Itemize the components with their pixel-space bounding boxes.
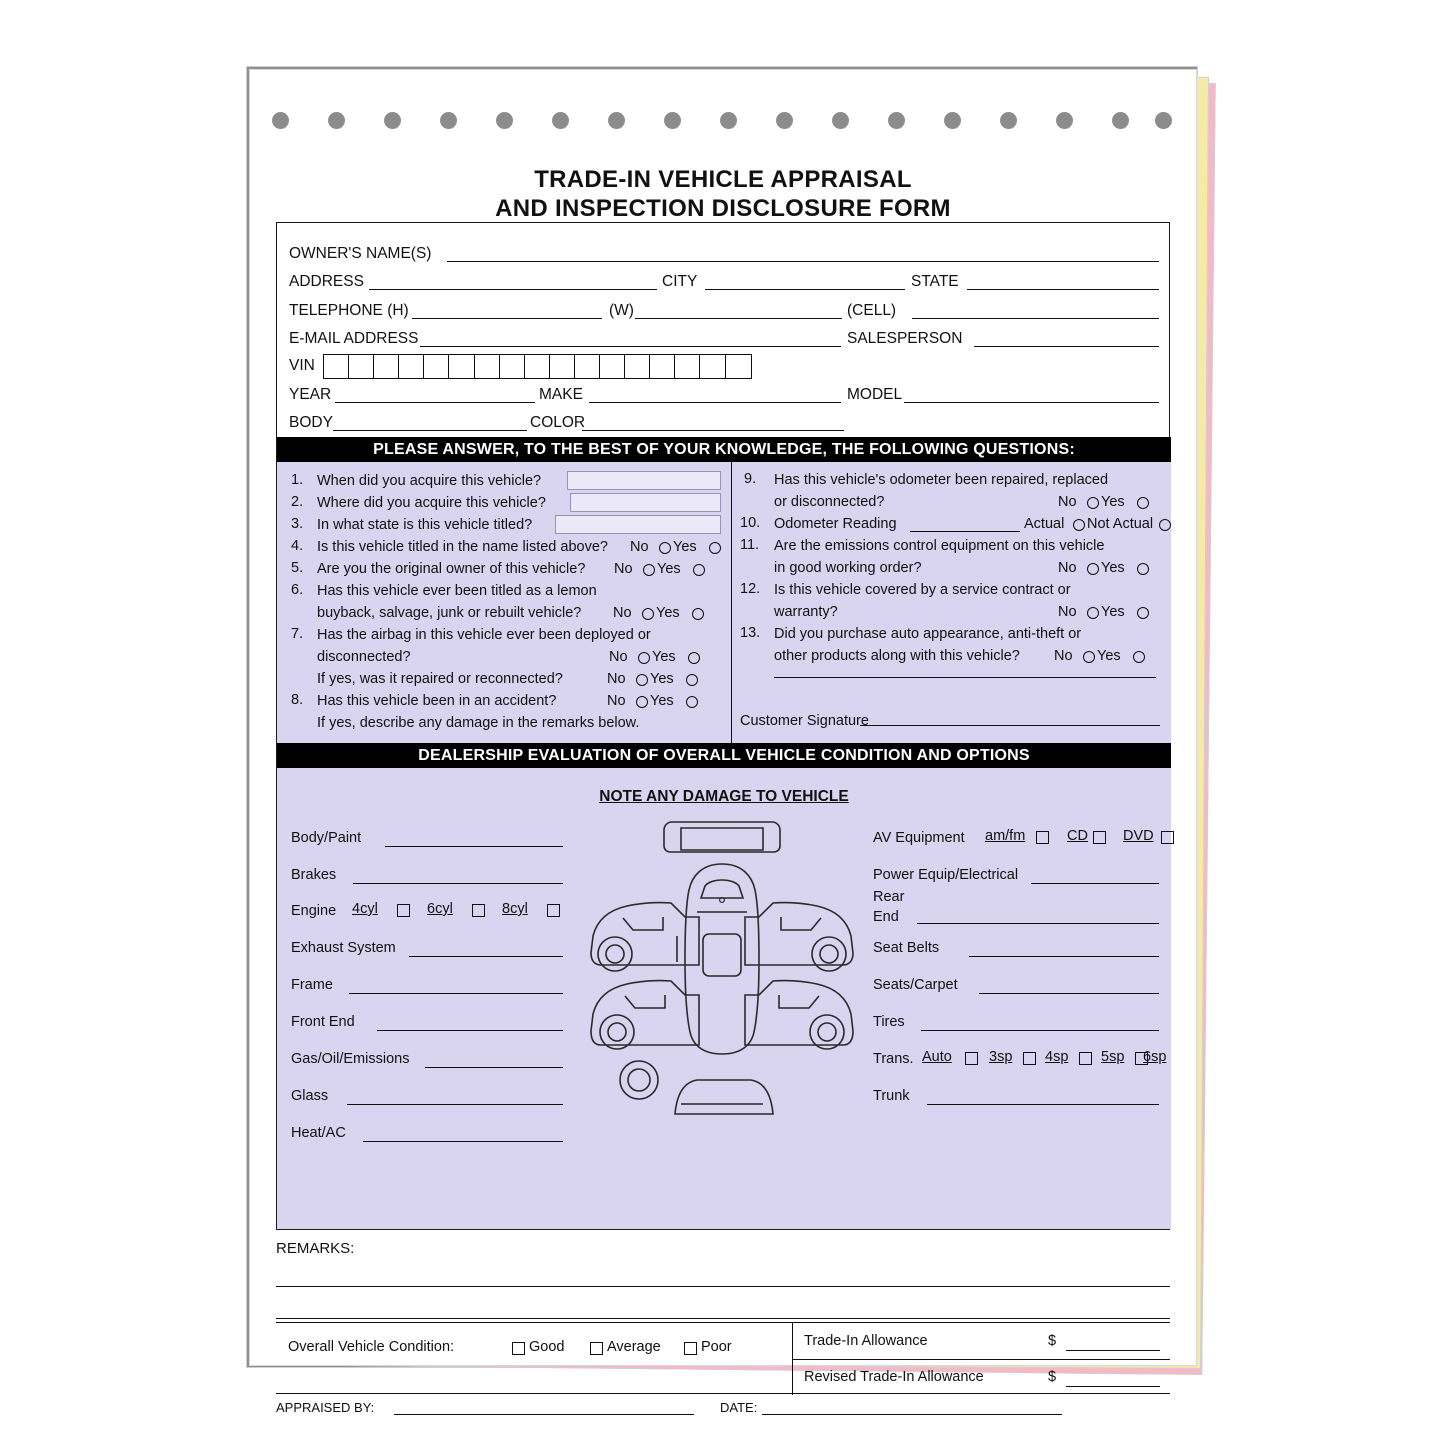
question-text: Is this vehicle titled in the name listed above?: [317, 539, 608, 555]
vin-cell[interactable]: [475, 355, 500, 378]
item-trans-label: Trans.: [873, 1051, 914, 1067]
state-input[interactable]: [967, 289, 1159, 290]
revised-currency: $: [1048, 1369, 1057, 1385]
city-label: CITY: [662, 273, 698, 290]
punch-hole: [720, 112, 737, 129]
answer-yes-label: Yes: [1101, 604, 1125, 620]
item-body-paint-label: Body/Paint: [291, 830, 362, 846]
item-tires-label: Tires: [873, 1014, 905, 1030]
radio-yes[interactable]: [692, 608, 704, 620]
address-input[interactable]: [369, 289, 657, 290]
answer-yes-label: Yes: [650, 671, 674, 687]
radio-no[interactable]: [636, 674, 648, 686]
date-label: DATE:: [720, 1400, 758, 1415]
question-text: Where did you acquire this vehicle?: [317, 495, 546, 511]
trans-5sp-label: 5sp: [1101, 1049, 1125, 1065]
radio-no[interactable]: [636, 696, 648, 708]
model-label: MODEL: [847, 386, 903, 403]
radio-yes[interactable]: [1137, 497, 1149, 509]
make-input[interactable]: [589, 402, 841, 403]
vin-cell[interactable]: [424, 355, 449, 378]
question-number: 12.: [740, 581, 761, 597]
radio-yes[interactable]: [693, 564, 705, 576]
vehicle-diagram: [577, 808, 867, 1128]
question-number: 1.: [291, 472, 304, 488]
condition-average-checkbox[interactable]: [590, 1342, 603, 1355]
question-number: 8.: [291, 692, 304, 708]
vin-cell[interactable]: [550, 355, 575, 378]
engine-8cyl-label: 8cyl: [502, 901, 528, 917]
answer-yes-label: Yes: [1101, 494, 1125, 510]
question-text: Are you the original owner of this vehicle?: [317, 561, 586, 577]
engine-8cyl-checkbox[interactable]: [547, 904, 560, 917]
answer-no-label: No: [1054, 648, 1073, 664]
trans-auto-label: Auto: [922, 1049, 952, 1065]
av-dvd-checkbox[interactable]: [1161, 831, 1174, 844]
telephone-cell-label: (CELL): [847, 302, 897, 319]
answer-yes-label: Yes: [1097, 648, 1121, 664]
vin-cell[interactable]: [449, 355, 474, 378]
questions-section: [277, 462, 1171, 743]
answer-yes-label: Yes: [650, 693, 674, 709]
question-text: Did you purchase auto appearance, anti-theft or: [774, 626, 1082, 642]
av-dvd-label: DVD: [1123, 828, 1154, 844]
customer-signature-input[interactable]: [860, 725, 1160, 726]
punch-hole: [440, 112, 457, 129]
email-input[interactable]: [420, 346, 841, 347]
telephone-cell-input[interactable]: [912, 318, 1159, 319]
item-heat-ac-label: Heat/AC: [291, 1125, 346, 1141]
questions-right-column: [732, 462, 1171, 743]
item-seats-carpet-label: Seats/Carpet: [873, 977, 958, 993]
question-text: Has this vehicle been in an accident?: [317, 693, 557, 709]
item-av-equipment-label: AV Equipment: [873, 830, 965, 846]
answer-no-label: No: [1058, 604, 1077, 620]
odometer-actual-label: Actual: [1024, 516, 1065, 532]
item-seat-belts-input[interactable]: [969, 956, 1159, 957]
vin-cell[interactable]: [575, 355, 600, 378]
question-text-cont: disconnected?: [317, 649, 411, 665]
item-frame-label: Frame: [291, 977, 333, 993]
question-number: 11.: [740, 537, 760, 553]
punch-hole: [1112, 112, 1129, 129]
punch-hole: [1000, 112, 1017, 129]
punch-hole: [384, 112, 401, 129]
year-label: YEAR: [289, 386, 332, 403]
body-input[interactable]: [333, 430, 527, 431]
summary-section: [276, 1322, 1170, 1394]
address-label: ADDRESS: [289, 273, 364, 290]
item-body-paint-input[interactable]: [385, 846, 563, 847]
telephone-work-label: (W): [609, 302, 634, 319]
question-text-cont: buyback, salvage, junk or rebuilt vehicle?: [317, 605, 582, 621]
radio-yes[interactable]: [709, 542, 721, 554]
condition-poor-checkbox[interactable]: [684, 1342, 697, 1355]
acquire-date-input[interactable]: [567, 471, 721, 490]
form-page: [250, 70, 1196, 1415]
radio-yes[interactable]: [686, 696, 698, 708]
vin-cell[interactable]: [374, 355, 399, 378]
trade-in-allowance-label: Trade-In Allowance: [804, 1333, 928, 1349]
questions-left-column: [277, 462, 732, 743]
question-text: In what state is this vehicle titled?: [317, 517, 533, 533]
item-tires-input[interactable]: [921, 1030, 1159, 1031]
punch-hole: [776, 112, 793, 129]
item-exhaust-label: Exhaust System: [291, 940, 396, 956]
trans-3sp-checkbox[interactable]: [1023, 1052, 1036, 1065]
item-brakes-label: Brakes: [291, 867, 337, 883]
body-label: BODY: [289, 414, 333, 431]
punch-hole: [832, 112, 849, 129]
trans-4sp-label: 4sp: [1045, 1049, 1069, 1065]
item-power-equip-label: Power Equip/Electrical: [873, 867, 1019, 883]
trans-4sp-checkbox[interactable]: [1079, 1052, 1092, 1065]
salesperson-label: SALESPERSON: [847, 330, 963, 347]
owner-info-section: [277, 223, 1171, 438]
question-number: 3.: [291, 516, 304, 532]
punch-hole: [944, 112, 961, 129]
vin-cell[interactable]: [726, 355, 751, 378]
remarks-line-2[interactable]: [276, 1318, 1170, 1319]
question-text-cont: or disconnected?: [774, 494, 885, 510]
odometer-not-actual-label: Not Actual: [1087, 516, 1154, 532]
question-number: 9.: [744, 471, 757, 487]
punch-hole: [664, 112, 681, 129]
condition-poor-label: Poor: [701, 1339, 732, 1355]
vin-input[interactable]: [323, 354, 752, 379]
question-text: Odometer Reading: [774, 516, 897, 532]
punch-hole: [1155, 112, 1172, 129]
dealership-section: [277, 768, 1171, 1229]
item-gas-oil-label: Gas/Oil/Emissions: [291, 1051, 410, 1067]
question-text: Has the airbag in this vehicle ever been deployed or: [317, 627, 651, 643]
answer-yes-label: Yes: [657, 561, 681, 577]
answer-yes-label: Yes: [652, 649, 676, 665]
answer-no-label: No: [607, 693, 626, 709]
trans-3sp-label: 3sp: [989, 1049, 1013, 1065]
punch-hole: [328, 112, 345, 129]
revised-allowance-label: Revised Trade-In Allowance: [804, 1369, 984, 1385]
radio-no[interactable]: [659, 542, 671, 554]
color-input[interactable]: [582, 430, 844, 431]
radio-yes[interactable]: [1137, 563, 1149, 575]
question-text-followup: If yes, describe any damage in the remarks below.: [317, 715, 640, 731]
overall-condition-label: Overall Vehicle Condition:: [288, 1339, 455, 1355]
question-number: 4.: [291, 538, 304, 554]
item-rear-end-input[interactable]: [917, 923, 1159, 924]
radio-yes[interactable]: [688, 652, 700, 664]
owners-name-input[interactable]: [447, 261, 1159, 262]
trans-auto-checkbox[interactable]: [965, 1052, 978, 1065]
vin-cell[interactable]: [600, 355, 625, 378]
question-text: Is this vehicle covered by a service contract or: [774, 582, 1071, 598]
vin-cell[interactable]: [625, 355, 650, 378]
radio-yes[interactable]: [1137, 607, 1149, 619]
city-input[interactable]: [705, 289, 905, 290]
punch-hole: [496, 112, 513, 129]
answer-no-label: No: [1058, 560, 1077, 576]
form-body: [276, 222, 1170, 1230]
answer-no-label: No: [609, 649, 628, 665]
odometer-reading-input[interactable]: [910, 531, 1020, 532]
radio-yes[interactable]: [686, 674, 698, 686]
av-amfm-label: am/fm: [985, 828, 1026, 844]
punch-hole: [552, 112, 569, 129]
form-title-line1: TRADE-IN VEHICLE APPRAISAL: [534, 166, 912, 193]
titled-state-input[interactable]: [555, 515, 721, 534]
engine-4cyl-label: 4cyl: [352, 901, 378, 917]
damage-note-heading: NOTE ANY DAMAGE TO VEHICLE: [599, 788, 849, 805]
other-products-input[interactable]: [774, 677, 1156, 678]
form-title: [250, 165, 1196, 223]
radio-no[interactable]: [1083, 651, 1095, 663]
question-text: Has this vehicle's odometer been repaired, replaced: [774, 472, 1109, 488]
question-number: 10.: [740, 515, 761, 531]
radio-no[interactable]: [642, 608, 654, 620]
item-rear-label: Rear: [873, 889, 905, 905]
answer-no-label: No: [613, 605, 632, 621]
color-label: COLOR: [530, 414, 586, 431]
appraised-by-label: APPRAISED BY:: [276, 1400, 375, 1415]
vin-cell[interactable]: [675, 355, 700, 378]
question-number: 7.: [291, 626, 304, 642]
av-amfm-checkbox[interactable]: [1036, 831, 1049, 844]
telephone-home-input[interactable]: [412, 318, 602, 319]
question-text-cont: in good working order?: [774, 560, 922, 576]
item-front-end-label: Front End: [291, 1014, 355, 1030]
item-gas-oil-input[interactable]: [425, 1067, 563, 1068]
item-seat-belts-label: Seat Belts: [873, 940, 940, 956]
vin-cell[interactable]: [525, 355, 550, 378]
answer-yes-label: Yes: [656, 605, 680, 621]
answer-yes-label: Yes: [673, 539, 697, 555]
trade-in-allowance-input[interactable]: [1066, 1350, 1160, 1351]
question-text: Has this vehicle ever been titled as a lemon: [317, 583, 597, 599]
condition-average-label: Average: [607, 1339, 661, 1355]
question-text: Are the emissions control equipment on this vehicle: [774, 538, 1105, 554]
punch-hole-strip: [250, 70, 1196, 138]
radio-not-actual[interactable]: [1159, 519, 1171, 531]
telephone-work-input[interactable]: [635, 318, 842, 319]
vin-cell[interactable]: [349, 355, 374, 378]
answer-no-label: No: [607, 671, 626, 687]
condition-good-label: Good: [529, 1339, 565, 1355]
engine-6cyl-label: 6cyl: [427, 901, 453, 917]
punch-hole: [608, 112, 625, 129]
item-exhaust-input[interactable]: [409, 956, 563, 957]
trans-6sp-label: 6sp: [1143, 1049, 1167, 1065]
state-label: STATE: [911, 273, 959, 290]
question-number: 5.: [291, 560, 304, 576]
vin-cell[interactable]: [650, 355, 675, 378]
question-text-followup: If yes, was it repaired or reconnected?: [317, 671, 563, 687]
email-label: E-MAIL ADDRESS: [289, 330, 419, 347]
trade-in-currency: $: [1048, 1333, 1057, 1349]
radio-no[interactable]: [1087, 563, 1099, 575]
item-seats-carpet-input[interactable]: [979, 993, 1159, 994]
engine-6cyl-checkbox[interactable]: [472, 904, 485, 917]
question-number: 2.: [291, 494, 304, 510]
condition-good-checkbox[interactable]: [512, 1342, 525, 1355]
year-input[interactable]: [335, 402, 535, 403]
radio-no[interactable]: [638, 652, 650, 664]
answer-no-label: No: [614, 561, 633, 577]
appraised-by-input[interactable]: [394, 1414, 694, 1415]
answer-no-label: No: [630, 539, 649, 555]
owners-name-label: OWNER'S NAME(S): [289, 245, 432, 262]
engine-4cyl-checkbox[interactable]: [397, 904, 410, 917]
radio-no[interactable]: [1087, 497, 1099, 509]
vin-cell[interactable]: [399, 355, 424, 378]
question-number: 13.: [740, 625, 761, 641]
punch-hole: [888, 112, 905, 129]
question-text-cont: other products along with this vehicle?: [774, 648, 1020, 664]
punch-hole: [272, 112, 289, 129]
av-cd-label: CD: [1067, 828, 1088, 844]
radio-actual[interactable]: [1073, 519, 1085, 531]
date-input[interactable]: [762, 1414, 1062, 1415]
vin-cell[interactable]: [700, 355, 725, 378]
radio-no[interactable]: [643, 564, 655, 576]
allowance-divider: [792, 1359, 1170, 1360]
salesperson-input[interactable]: [974, 346, 1159, 347]
vin-cell[interactable]: [324, 355, 349, 378]
dealership-bar: DEALERSHIP EVALUATION OF OVERALL VEHICLE CONDITION AND OPTIONS: [277, 743, 1171, 768]
item-rear-end-label: End: [873, 909, 899, 925]
remarks-label: REMARKS:: [276, 1240, 355, 1257]
item-trunk-input[interactable]: [927, 1104, 1159, 1105]
radio-no[interactable]: [1087, 607, 1099, 619]
vin-label: VIN: [289, 357, 315, 374]
question-text-cont: warranty?: [774, 604, 838, 620]
question-number: 6.: [291, 582, 304, 598]
telephone-home-label: TELEPHONE (H): [289, 302, 409, 319]
radio-yes[interactable]: [1133, 651, 1145, 663]
remarks-line-1[interactable]: [276, 1286, 1170, 1287]
item-frame-input[interactable]: [349, 993, 563, 994]
vin-cell[interactable]: [500, 355, 525, 378]
item-glass-label: Glass: [291, 1088, 329, 1104]
make-label: MAKE: [539, 386, 583, 403]
item-front-end-input[interactable]: [377, 1030, 563, 1031]
item-glass-input[interactable]: [347, 1104, 563, 1105]
item-trunk-label: Trunk: [873, 1088, 910, 1104]
question-text: When did you acquire this vehicle?: [317, 473, 542, 489]
item-brakes-input[interactable]: [353, 883, 563, 884]
customer-signature-label: Customer Signature: [740, 713, 869, 729]
item-power-equip-input[interactable]: [1031, 883, 1159, 884]
questions-bar: PLEASE ANSWER, TO THE BEST OF YOUR KNOWLEDGE, THE FOLLOWING QUESTIONS:: [277, 437, 1171, 462]
answer-yes-label: Yes: [1101, 560, 1125, 576]
punch-hole: [1056, 112, 1073, 129]
item-heat-ac-input[interactable]: [363, 1141, 563, 1142]
answer-no-label: No: [1058, 494, 1077, 510]
acquire-place-input[interactable]: [570, 493, 721, 512]
form-title-line2: AND INSPECTION DISCLOSURE FORM: [495, 195, 951, 222]
revised-allowance-input[interactable]: [1066, 1386, 1160, 1387]
model-input[interactable]: [904, 402, 1159, 403]
av-cd-checkbox[interactable]: [1093, 831, 1106, 844]
item-engine-label: Engine: [291, 903, 337, 919]
